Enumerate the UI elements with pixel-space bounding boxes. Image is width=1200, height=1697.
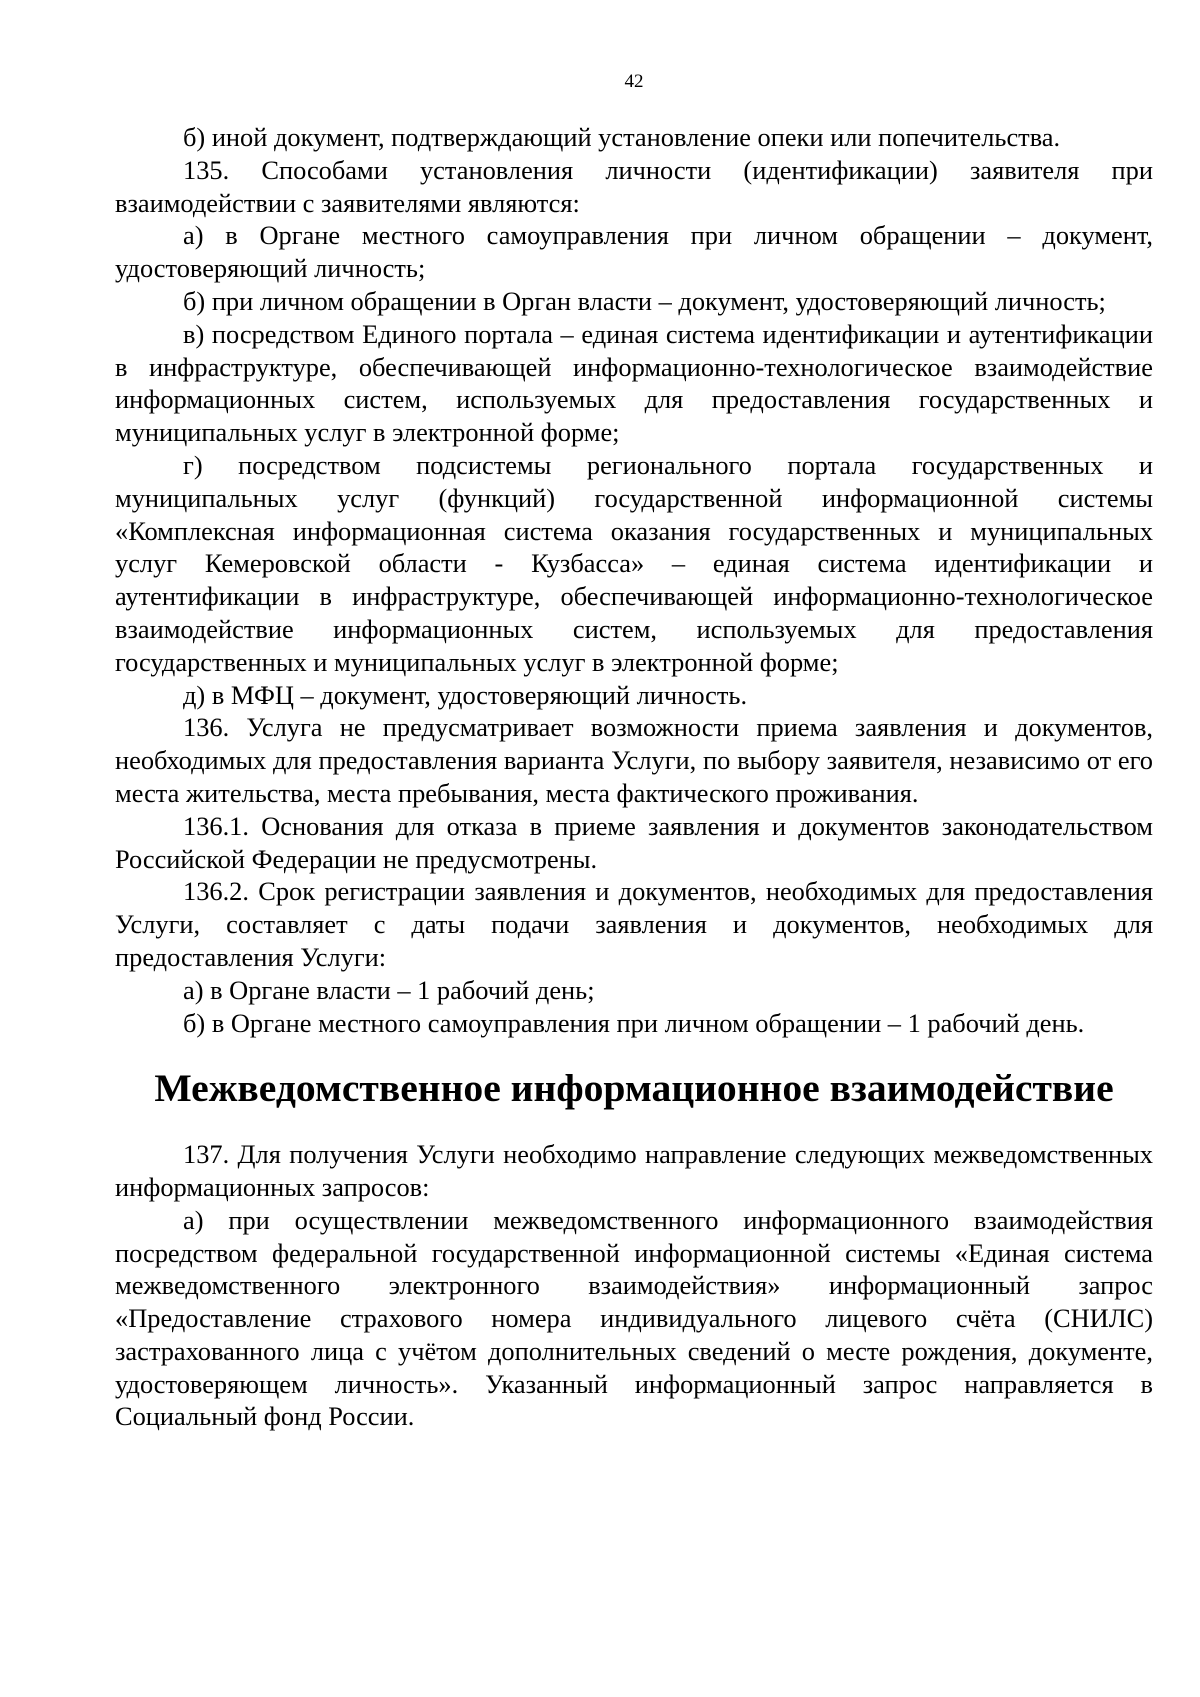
page-number: 42 bbox=[624, 71, 644, 92]
paragraph: 136.2. Срок регистрации заявления и документов, необходимых для предоставления Услуги, составляет с даты подачи заявления и документов, необходимых для предоставления Услуги: bbox=[115, 876, 1153, 972]
document-body bbox=[115, 121, 1153, 1433]
paragraph: г) посредством подсистемы регионального портала государственных и муниципальных услуг (функций) государственной информационной системы «Комплексная информационная система оказания государственных и муниципальных услуг Кемеровской области - Кузбасса» – единая система идентификации и аутентификации в инфраструктуре, обеспечивающей информационно-технологическое взаимодействие информационных систем, используемых для предоставления государственных и муниципальных услуг в электронной форме; bbox=[115, 449, 1153, 677]
paragraph: 136.1. Основания для отказа в приеме заявления и документов законодательством Российской Федерации не предусмотрены. bbox=[115, 810, 1153, 874]
paragraph: б) при личном обращении в Орган власти – документ, удостоверяющий личность; bbox=[183, 285, 1106, 316]
paragraph: б) в Органе местного самоуправления при личном обращении – 1 рабочий день. bbox=[183, 1007, 1085, 1038]
section-heading: Межведомственное информационное взаимодействие bbox=[154, 1066, 1114, 1111]
paragraph: д) в МФЦ – документ, удостоверяющий личность. bbox=[183, 679, 748, 710]
paragraph: б) иной документ, подтверждающий установление опеки или попечительства. bbox=[183, 122, 1061, 152]
paragraph: а) в Органе власти – 1 рабочий день; bbox=[183, 974, 595, 1005]
paragraph: 135. Способами установления личности (идентификации) заявителя при взаимодействии с заявителями являются: bbox=[115, 154, 1153, 218]
paragraph: а) в Органе местного самоуправления при личном обращении – документ, удостоверяющий личность; bbox=[115, 220, 1153, 284]
paragraph: а) при осуществлении межведомственного информационного взаимодействия посредством федеральной государственной информационной системы «Единая система межведомственного электронного взаимодействия» информационный запрос «Предоставление страхового номера индивидуального лицевого счёта (СНИЛС) застрахованного лица с учётом дополнительных сведений о месте рождения, документе, удостоверяющем личность». Указанный информационный запрос направляется в Социальный фонд России. bbox=[115, 1204, 1153, 1432]
paragraph: 136. Услуга не предусматривает возможности приема заявления и документов, необходимых для предоставления варианта Услуги, по выбору заявителя, независимо от его места жительства, места пребывания, места фактического проживания. bbox=[115, 712, 1153, 808]
paragraph: 137. Для получения Услуги необходимо направление следующих межведомственных информационных запросов: bbox=[115, 1139, 1153, 1202]
paragraph: в) посредством Единого портала – единая система идентификации и аутентификации в инфраструктуре, обеспечивающей информационно-технологическое взаимодействие информационных систем, используемых для предоставления государственных и муниципальных услуг в электронной форме; bbox=[115, 318, 1153, 448]
